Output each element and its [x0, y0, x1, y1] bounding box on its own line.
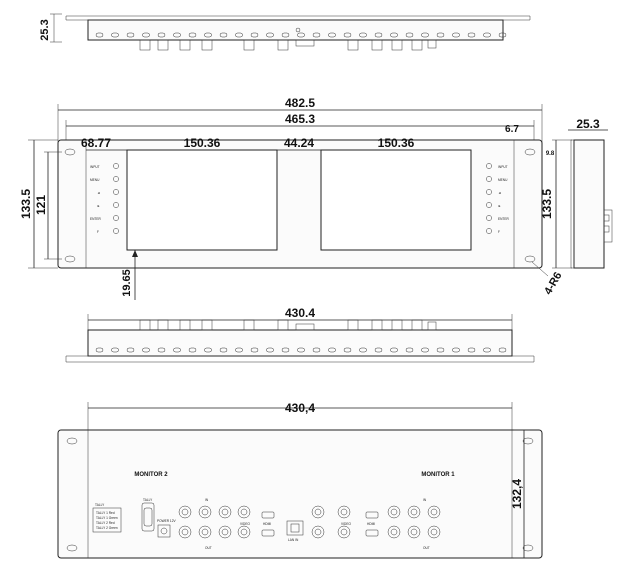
bnc-connector — [372, 40, 382, 50]
dim-front-screen-bottom: 19.65 — [121, 269, 133, 297]
rear-tally-line-3: TALLY 2 Red — [96, 521, 115, 525]
dim-front-overall-width: 482.5 — [284, 96, 316, 110]
dim-front-left-margin: 68.77 — [80, 136, 112, 150]
side-view — [540, 117, 612, 268]
dim-front-ear-offset: 6.7 — [505, 124, 519, 135]
bnc-connector — [158, 40, 168, 50]
bnc-connector — [348, 320, 358, 330]
bottom-view — [66, 306, 534, 362]
dim-front-height-holes: 121 — [34, 194, 48, 216]
bnc-connector — [392, 40, 402, 50]
bnc-connector — [180, 320, 190, 330]
bnc-connector — [180, 40, 190, 50]
rear-tally-line-1: TALLY 1 Red — [96, 511, 115, 515]
rear-monitor-2-label: MONITOR 2 — [134, 472, 168, 478]
dim-front-height-overall: 133.5 — [19, 188, 33, 220]
rear-video-label-mon2: VIDEO — [240, 522, 250, 526]
dim-side-height: 133.5 — [540, 188, 554, 220]
dim-bottom-width: 430.4 — [284, 306, 316, 320]
bnc-connector — [348, 40, 358, 50]
rear-video-label-mon1: VIDEO — [341, 522, 351, 526]
rear-in-label-mon2: IN — [205, 498, 209, 502]
dim-front-hole-pitch: 465.3 — [284, 112, 316, 126]
front-right-label-menu: MENU — [498, 178, 508, 182]
bnc-connector — [158, 320, 168, 330]
bottom-view-connector-row — [140, 320, 436, 330]
bnc-connector — [412, 40, 422, 50]
rear-tally-port-label: TALLY — [143, 498, 153, 502]
rear-hdmi-label-mon2: HDMI — [263, 522, 272, 526]
bnc-connector — [244, 40, 254, 50]
front-left-label-f: F — [97, 230, 99, 234]
hdmi-connector — [296, 40, 314, 46]
front-left-label-enter: ENTER — [90, 217, 101, 221]
rear-hdmi-label-mon1: HDMI — [367, 522, 376, 526]
rear-panel-outline — [58, 430, 542, 558]
front-screen-left — [127, 150, 277, 250]
bnc-connector — [202, 320, 212, 330]
rear-view — [58, 401, 542, 558]
rear-out-label-mon2: OUT — [205, 546, 212, 550]
dim-side-small: 9.8 — [545, 151, 555, 157]
front-right-label-enter: ENTER — [498, 217, 509, 221]
front-right-label-input: INPUT — [498, 165, 508, 169]
bnc-connector — [278, 40, 288, 50]
rear-monitor-1-label: MONITOR 1 — [421, 472, 455, 478]
front-screen-right — [321, 150, 471, 250]
lan-connector — [428, 322, 436, 330]
front-right-label-left: ◄ — [498, 191, 502, 195]
hdmi-connector — [296, 324, 314, 330]
rear-tally-line-2: TALLY 1 Green — [96, 516, 118, 520]
bnc-connector — [412, 320, 422, 330]
rear-tally-line-4: TALLY 2 Green — [96, 526, 118, 530]
dim-front-screen-width-left: 150.36 — [183, 136, 221, 150]
bnc-connector — [140, 40, 150, 50]
dim-hole-callout: 4-R6 — [542, 270, 565, 297]
top-view-connector-row — [140, 40, 436, 50]
top-view — [39, 14, 530, 50]
rear-in-label-mon1: IN — [423, 498, 427, 502]
dim-top-depth: 25.3 — [39, 19, 51, 41]
dim-front-screen-width-right: 150.36 — [377, 136, 415, 150]
front-left-label-input: INPUT — [90, 165, 100, 169]
dim-front-screen-gap: 44.24 — [283, 136, 315, 150]
rear-out-label-mon1: OUT — [423, 546, 430, 550]
bnc-connector — [202, 40, 212, 50]
bnc-connector — [392, 320, 402, 330]
rear-power-label: POWER 12V — [157, 519, 176, 523]
front-right-label-f: F — [498, 230, 500, 234]
front-right-label-right: ► — [498, 204, 502, 208]
bnc-connector — [278, 320, 288, 330]
dim-rear-height: 132,4 — [510, 478, 524, 510]
side-view-body — [574, 140, 604, 268]
rear-tally-title: TALLY — [95, 503, 105, 507]
front-left-label-menu: MENU — [90, 178, 100, 182]
rear-lan-label: LAN IN — [288, 538, 299, 542]
lan-connector — [428, 40, 436, 48]
bnc-connector — [244, 320, 254, 330]
bnc-connector — [372, 320, 382, 330]
bnc-connector — [140, 320, 150, 330]
front-view — [19, 96, 565, 300]
dim-rear-width: 430,4 — [284, 401, 316, 415]
front-left-label-right: ► — [97, 204, 101, 208]
dim-side-depth: 25.3 — [576, 117, 600, 131]
front-left-label-left: ◄ — [97, 191, 101, 195]
